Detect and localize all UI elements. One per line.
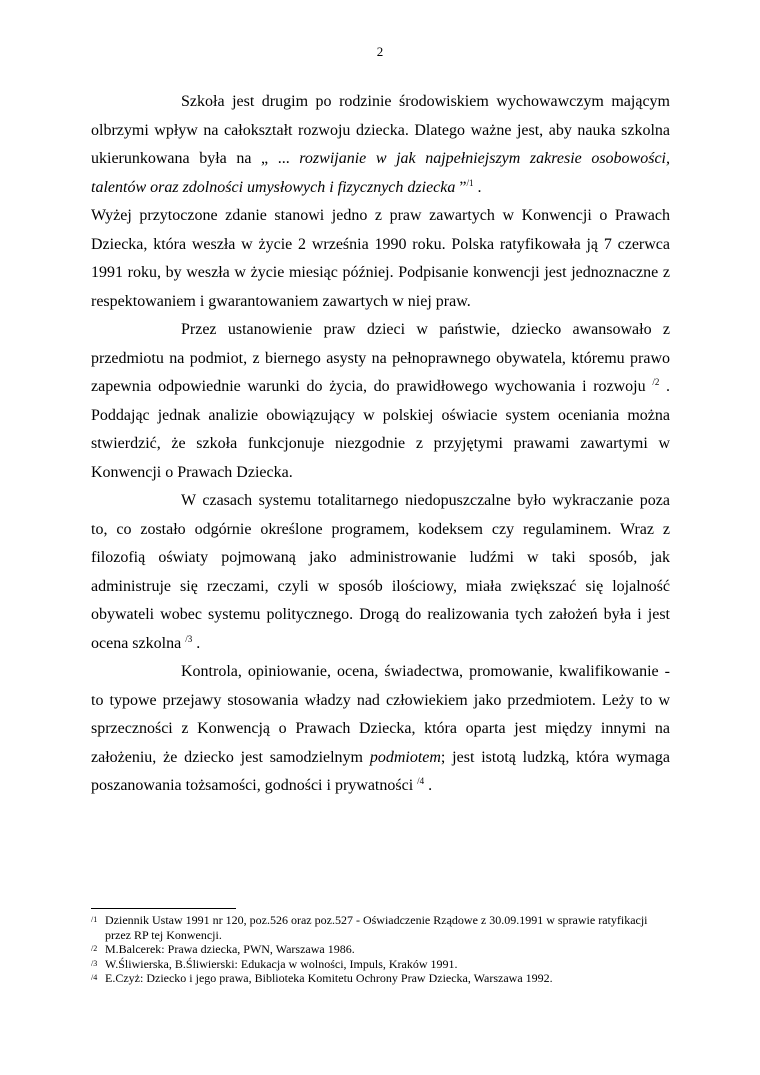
footnote-text: Dziennik Ustaw 1991 nr 120, poz.526 oraz poz.527 - Oświadczenie Rządowe z 30.09.1991 w sprawie ratyfikacji przez RP tej Konwencji. bbox=[105, 913, 648, 942]
footnote-text: W.Śliwierska, B.Śliwierski: Edukacja w wolności, Impuls, Kraków 1991. bbox=[105, 956, 458, 971]
footnote-ref-1: /1 bbox=[466, 177, 474, 188]
footnote-ref-4: /4 bbox=[417, 776, 425, 786]
paragraph-text: ” bbox=[455, 178, 467, 196]
footnote-4 bbox=[91, 971, 651, 986]
paragraph-text: Szkoła jest drugim po rodzinie środowiskiem wychowawczym mającym olbrzymi wpływ na całokształt rozwoju dziecka. Dlatego ważne jest, aby nauka szkolna ukierunkowana była na „ ... bbox=[91, 93, 670, 167]
paragraph-text: . bbox=[473, 178, 482, 196]
emphasis-italic: podmiotem bbox=[369, 748, 441, 766]
footnote-2 bbox=[91, 942, 651, 957]
footnote-mark: /1 bbox=[91, 915, 98, 924]
paragraph-text: . bbox=[424, 777, 433, 794]
paragraph-3 bbox=[91, 316, 670, 487]
paragraph-text: Wyżej przytoczone zdanie stanowi jedno z praw zawartych w Konwencji o Prawach Dziecka, która weszła w życie 2 września 1990 roku. Polska ratyfikowała ją 7 czerwca 1991 roku, by weszła w życie miesiąc później. Podpisanie konwencji jest jednoznaczne z respektowaniem i gwarantowaniem zawartych w niej praw. bbox=[91, 207, 670, 310]
paragraph-4 bbox=[91, 487, 670, 658]
paragraph-text: Przez ustanowienie praw dzieci w państwie, dziecko awansowało z przedmiotu na podmiot, z biernego asysty na pełnoprawnego obywatela, któremu prawo zapewnia odpowiednie warunki do życia, do prawidłowego wychowania i rozwoju bbox=[91, 321, 670, 395]
footnote-divider bbox=[91, 908, 236, 909]
paragraph-text: . bbox=[192, 634, 201, 652]
paragraph-text: ; jest istotą ludzką, która wymaga poszanowania tożsamości, godności i prywatności bbox=[91, 748, 670, 794]
footnote-mark: /2 bbox=[91, 944, 98, 953]
quotation-italic: rozwijanie w jak najpełniejszym zakresie osobowości, talentów oraz zdolności umysłowych i fizycznych dziecka bbox=[91, 150, 670, 196]
footnote-ref-2: /2 bbox=[652, 377, 660, 387]
paragraph-1 bbox=[91, 88, 670, 202]
footnote-ref-3: /3 bbox=[185, 633, 193, 644]
footnote-text: E.Czyż: Dziecko i jego prawa, Biblioteka Komitetu Ochrony Praw Dziecka, Warszawa 1992. bbox=[105, 971, 553, 985]
paragraph-5 bbox=[91, 658, 670, 801]
paragraph-2 bbox=[91, 202, 670, 316]
paragraph-text: Kontrola, opiniowanie, ocena, świadectwa, promowanie, kwalifikowanie - to typowe przejawy stosowania władzy nad człowiekiem jako przedmiotem. Leży to w sprzeczności z Konwencją o Prawach Dziecka, która oparta jest między innymi na założeniu, że dziecko jest samodzielnym bbox=[91, 663, 670, 766]
footnote-mark: /4 bbox=[91, 973, 98, 982]
footnote-text: M.Balcerek: Prawa dziecka, PWN, Warszawa 1986. bbox=[105, 942, 355, 956]
paragraph-text: . Poddając jednak analizie obowiązujący w polskiej oświacie system oceniania można stwierdzić, że szkoła funkcjonuje niezgodnie z przyjętymi prawami zawartymi w Konwencji o Prawach Dziecka. bbox=[91, 378, 671, 481]
footnote-3 bbox=[91, 957, 651, 972]
footnote-mark: /3 bbox=[91, 958, 98, 968]
page-number: 2 bbox=[376, 44, 384, 59]
paragraph-text: W czasach systemu totalitarnego niedopuszczalne było wykraczanie poza to, co zostało odgórnie określone programem, kodeksem czy regulaminem. Wraz z filozofią oświaty pojmowaną jako administrowanie ludźmi w taki sposób, jak administruje się rzeczami, czyli w sposób ilościowy, miała zwiększać się lojalność obywateli wobec systemu politycznego. Drogą do realizowania tych założeń była i jest ocena szkolna bbox=[91, 492, 670, 652]
footnote-1 bbox=[91, 913, 651, 942]
footnotes bbox=[91, 913, 651, 986]
body-text bbox=[91, 88, 670, 801]
